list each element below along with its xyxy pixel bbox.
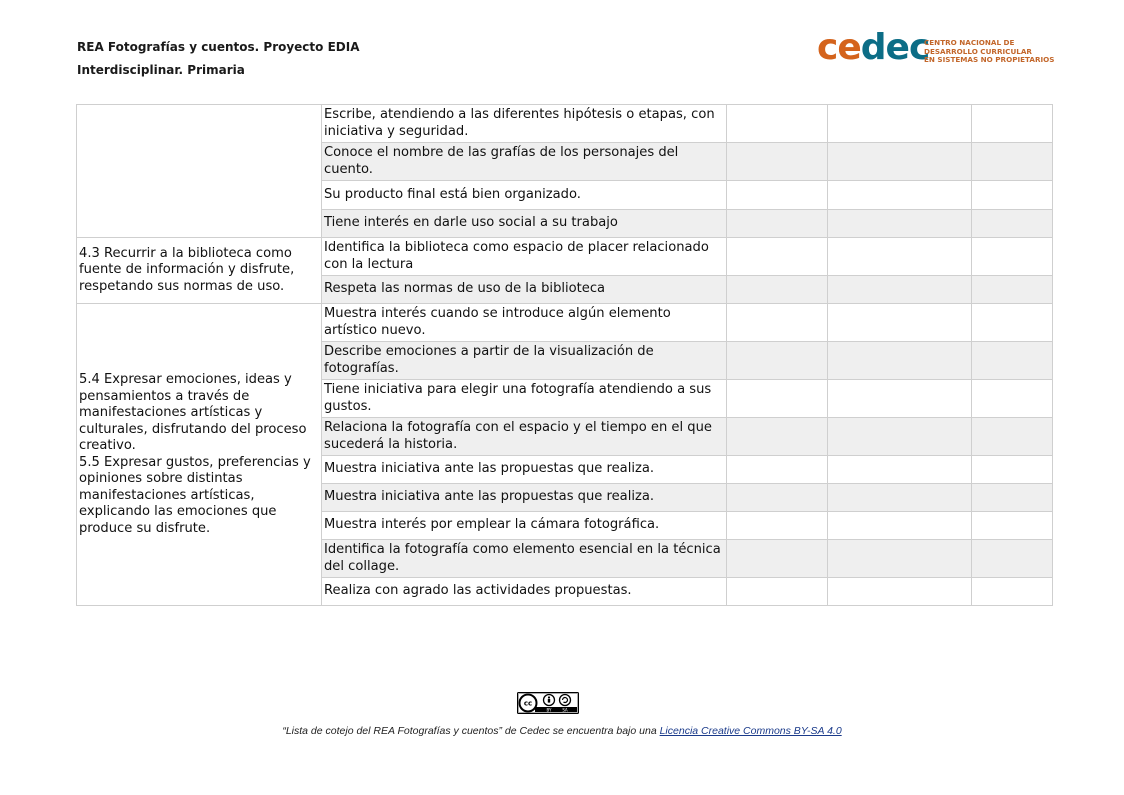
check-cell[interactable]: [972, 578, 1053, 606]
check-cell[interactable]: [828, 210, 972, 238]
check-cell[interactable]: [972, 304, 1053, 342]
indicator-cell: Muestra iniciativa ante las propuestas que realiza.: [322, 456, 727, 484]
check-cell[interactable]: [727, 484, 828, 512]
indicator-cell: Realiza con agrado las actividades propuestas.: [322, 578, 727, 606]
check-cell[interactable]: [828, 512, 972, 540]
criterion-cell: [77, 105, 322, 238]
svg-text:cc: cc: [523, 699, 533, 708]
indicator-cell: Relaciona la fotografía con el espacio y el tiempo en el que sucederá la historia.: [322, 418, 727, 456]
indicator-cell: Tiene interés en darle uso social a su trabajo: [322, 210, 727, 238]
cc-by-sa-badge: [517, 692, 579, 714]
indicator-cell: Conoce el nombre de las grafías de los personajes del cuento.: [322, 143, 727, 181]
check-cell[interactable]: [972, 210, 1053, 238]
indicator-cell: Escribe, atendiendo a las diferentes hipótesis o etapas, con iniciativa y seguridad.: [322, 105, 727, 143]
check-cell[interactable]: [727, 578, 828, 606]
check-cell[interactable]: [972, 342, 1053, 380]
indicator-cell: Muestra interés cuando se introduce algún elemento artístico nuevo.: [322, 304, 727, 342]
check-cell[interactable]: [972, 143, 1053, 181]
check-cell[interactable]: [727, 143, 828, 181]
indicator-cell: Su producto final está bien organizado.: [322, 181, 727, 210]
check-cell[interactable]: [972, 512, 1053, 540]
license-footer: [0, 725, 1124, 737]
check-cell[interactable]: [972, 276, 1053, 304]
check-cell[interactable]: [828, 143, 972, 181]
check-cell[interactable]: [727, 276, 828, 304]
criterion-5-5: 5.5 Expresar gustos, preferencias y opiniones sobre distintas manifestaciones artísticas, explicando las emociones que produce su disfrute.: [79, 454, 311, 536]
check-cell[interactable]: [972, 181, 1053, 210]
document-title: REA Fotografías y cuentos. Proyecto EDIA: [77, 40, 360, 54]
indicator-cell: Tiene iniciativa para elegir una fotografía atendiendo a sus gustos.: [322, 380, 727, 418]
check-cell[interactable]: [727, 512, 828, 540]
check-cell[interactable]: [828, 578, 972, 606]
document-subtitle: Interdisciplinar. Primaria: [77, 63, 245, 77]
indicator-cell: Respeta las normas de uso de la biblioteca: [322, 276, 727, 304]
indicator-cell: Muestra interés por emplear la cámara fotográfica.: [322, 512, 727, 540]
check-cell[interactable]: [727, 105, 828, 143]
check-cell[interactable]: [828, 380, 972, 418]
check-cell[interactable]: [727, 540, 828, 578]
cedec-wordmark: cedec: [817, 27, 930, 68]
svg-text:SA: SA: [562, 707, 568, 713]
check-cell[interactable]: [828, 484, 972, 512]
check-cell[interactable]: [972, 105, 1053, 143]
svg-text:BY: BY: [546, 707, 552, 713]
check-cell[interactable]: [972, 484, 1053, 512]
check-cell[interactable]: [727, 342, 828, 380]
indicator-cell: Describe emociones a partir de la visualización de fotografías.: [322, 342, 727, 380]
check-cell[interactable]: [972, 380, 1053, 418]
criterion-cell: [77, 304, 322, 606]
check-cell[interactable]: [828, 105, 972, 143]
check-cell[interactable]: [972, 540, 1053, 578]
check-cell[interactable]: [828, 418, 972, 456]
check-cell[interactable]: [828, 276, 972, 304]
table-row: [77, 304, 1053, 342]
table-row: [77, 238, 1053, 276]
criterion-cell: 4.3 Recurrir a la biblioteca como fuente de información y disfrute, respetando sus normas de uso.: [77, 238, 322, 304]
check-cell[interactable]: [727, 181, 828, 210]
check-cell[interactable]: [828, 540, 972, 578]
check-cell[interactable]: [727, 304, 828, 342]
indicator-cell: Identifica la fotografía como elemento esencial en la técnica del collage.: [322, 540, 727, 578]
cedec-tagline: CENTRO NACIONAL DE DESARROLLO CURRICULAR EN SISTEMAS NO PROPIETARIOS: [924, 38, 1055, 65]
check-cell[interactable]: [828, 304, 972, 342]
check-cell[interactable]: [972, 456, 1053, 484]
indicator-cell: Muestra iniciativa ante las propuestas que realiza.: [322, 484, 727, 512]
criterion-5-4: 5.4 Expresar emociones, ideas y pensamientos a través de manifestaciones artísticas y culturales, disfrutando del proceso creativo.: [79, 372, 307, 453]
check-cell[interactable]: [828, 238, 972, 276]
check-cell[interactable]: [727, 238, 828, 276]
license-link[interactable]: Licencia Creative Commons BY-SA 4.0: [659, 725, 842, 737]
check-cell[interactable]: [828, 181, 972, 210]
check-cell[interactable]: [727, 456, 828, 484]
check-cell[interactable]: [828, 342, 972, 380]
check-cell[interactable]: [828, 456, 972, 484]
check-cell[interactable]: [727, 380, 828, 418]
checklist-table: [76, 104, 1053, 606]
license-text: “Lista de cotejo del REA Fotografías y cuentos” de Cedec se encuentra bajo una: [282, 725, 660, 737]
table-row: [77, 105, 1053, 143]
check-cell[interactable]: [727, 210, 828, 238]
check-cell[interactable]: [972, 418, 1053, 456]
sa-share-icon: [560, 695, 571, 706]
check-cell[interactable]: [727, 418, 828, 456]
check-cell[interactable]: [972, 238, 1053, 276]
indicator-cell: Identifica la biblioteca como espacio de placer relacionado con la lectura: [322, 238, 727, 276]
